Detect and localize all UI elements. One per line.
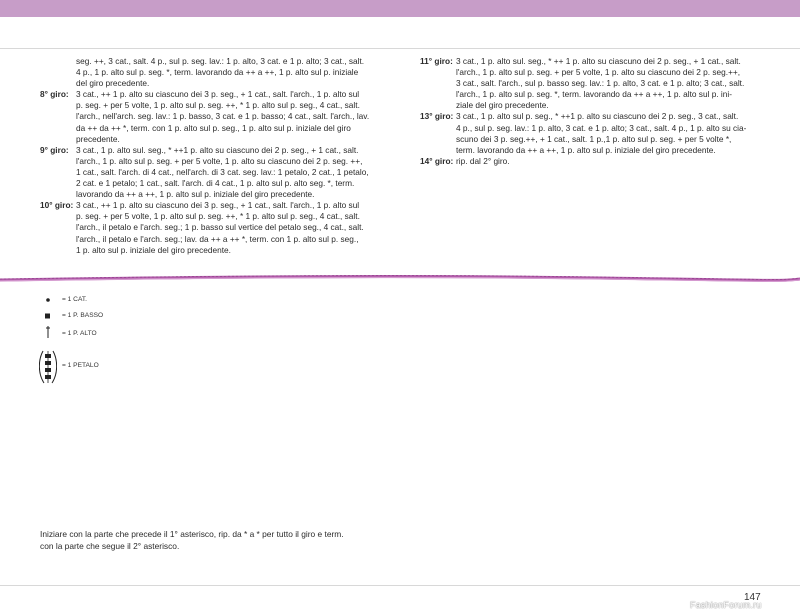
legend-label: = 1 CAT. (62, 296, 87, 303)
instruction-text (76, 89, 384, 144)
text-line: p. seg. + per 5 volte, 1 p. alto sul p. seg. ++, * 1 p. alto sul p. seg., 4 cat., salt. (76, 211, 360, 222)
instruction-paragraph (40, 200, 384, 255)
text-line: l'arch., 1 p. alto sul p. seg. + per 5 volte, 1 p. alto su ciascuno dei 2 p. seg.++, (456, 67, 741, 78)
round-label: 10° giro: (40, 200, 74, 211)
instruction-text (76, 145, 384, 200)
text-line: lavorando da ++ a ++, 1 p. alto sul p. iniziale del giro precedente. (76, 189, 315, 200)
round-label: 8° giro: (40, 89, 69, 100)
text-line: l'arch., 1 p. alto sul p. seg. *, term. lavorando da ++ a ++, 1 p. alto sul p. ini- (456, 89, 732, 100)
watermark-text: FashionForum.ru (690, 600, 762, 610)
legend-label: = 1 P. ALTO (62, 330, 97, 337)
round-label: 14° giro: (420, 155, 454, 166)
instruction-text (76, 200, 384, 255)
text-line: da ++ da ++ *, term. con 1 p. alto sul p. seg., 1 p. alto sul p. iniziale del giro (76, 122, 351, 133)
text-line: 3 cat., 1 p. alto sul p. seg., * ++1 p. alto su ciascuno dei 2 p. seg., 3 cat., salt. (456, 111, 739, 122)
text-line: seg. ++, 3 cat., salt. 4 p., sul p. seg. lav.: 1 p. alto, 3 cat. e 1 p. alto; 3 cat., salt. (76, 56, 365, 66)
dagger-icon (42, 325, 54, 341)
round-label: 11° giro: (420, 56, 453, 66)
footer-rule (0, 585, 800, 586)
text-line: 4 p., 1 p. alto sul p. seg. *, term. lavorando da ++ a ++, 1 p. alto sul p. iniziale (76, 67, 359, 78)
instruction-text (456, 111, 765, 155)
text-line: 3 cat., salt. l'arch., sul p. basso seg. lav.: 1 p. alto, 3 cat. e 1 p. alto; 3 cat., salt. (456, 78, 745, 89)
instruction-paragraph (40, 89, 384, 144)
text-line: l'arch., il petalo e l'arch. seg.; 1 p. basso sul vertice del petalo seg., 4 cat., salt. (76, 222, 364, 233)
legend-label: = 1 P. BASSO (62, 312, 104, 319)
note-line: Iniziare con la parte che precede il 1° asterisco, rip. da * a * per tutto il giro e term. (40, 529, 344, 539)
text-line: p. seg. + per 5 volte, 1 p. alto sul p. seg. ++, * 1 p. alto sul p. seg., 4 cat., salt. (76, 100, 360, 111)
left-text-column (40, 56, 384, 256)
text-line: 4 p., sul p. seg. lav.: 1 p. alto, 3 cat. e 1 p. alto; 3 cat., salt. 4 p., 1 p. alto su cia- (456, 122, 747, 133)
text-line: del giro precedente. (76, 78, 150, 89)
text-line: 3 cat., ++ 1 p. alto su ciascuno dei 3 p. seg., + 1 cat., salt. l'arch., 1 p. alto sul (76, 89, 360, 100)
right-text-column (420, 56, 765, 167)
text-line: precedente. (76, 133, 120, 144)
header-band (0, 0, 800, 17)
instruction-paragraph (40, 145, 384, 200)
instruction-note (40, 529, 400, 552)
text-line: l'arch., nell'arch. seg. lav.: 1 p. basso, 3 cat. e 1 p. basso; 4 cat., salt. l'arch., lav. (76, 111, 370, 122)
instruction-text (76, 56, 384, 89)
text-line: term. lavorando da ++ a ++, 1 p. alto sul p. iniziale del giro precedente. (456, 144, 716, 155)
yarn-divider (0, 272, 800, 288)
text-line: 2 cat. e 1 petalo; 1 cat., salt. l'arch. di 4 cat., 1 p. alto sul p. alto seg. *, term. (76, 178, 355, 189)
note-line: con la parte che segue il 2° asterisco. (40, 540, 180, 551)
petal-icon (38, 350, 58, 386)
instruction-paragraph (420, 56, 765, 111)
dot-icon (42, 296, 54, 306)
instruction-paragraph (40, 56, 384, 89)
header-rule (0, 48, 800, 49)
text-line: rip. dal 2° giro. (456, 155, 510, 166)
round-label: 13° giro: (420, 111, 454, 122)
text-line: 3 cat., 1 p. alto sul. seg., * ++ 1 p. alto su ciascuno dei 2 p. seg., + 1 cat., salt. (456, 56, 741, 66)
text-line: l'arch., il petalo e l'arch. seg.; lav. da ++ a ++ *, term. con 1 p. alto sul p. seg., (76, 233, 359, 244)
text-line: 3 cat., ++ 1 p. alto su ciascuno dei 3 p. seg., + 1 cat., salt. l'arch., 1 p. alto sul (76, 200, 360, 211)
text-line: scuno dei 3 p. seg.++, + 1 cat., salt. 1 p.,1 p. alto sul p. seg. + per 5 volte *, (456, 133, 732, 144)
text-line: 3 cat., 1 p. alto sul. seg., * ++1 p. alto su ciascuno dei 2 p. seg., + 1 cat., salt. (76, 144, 359, 155)
text-line: 1 p. alto sul p. iniziale del giro precedente. (76, 244, 231, 255)
text-line: l'arch., 1 p. alto sul p. seg. + per 5 volte, 1 p. alto su ciascuno dei 2 p. seg. ++, (76, 155, 363, 166)
instruction-paragraph (420, 156, 765, 167)
instruction-text (456, 156, 765, 167)
instruction-paragraph (420, 111, 765, 155)
page-number: 147 (744, 592, 761, 603)
legend-label: = 1 PETALO (62, 362, 99, 369)
text-line: 1 cat., salt. l'arch. di 4 cat., nell'arch. di 3 cat. seg. lav.: 1 petalo, 2 cat., 1 petalo, (76, 166, 369, 177)
round-label: 9° giro: (40, 144, 69, 155)
square-icon (42, 312, 54, 322)
instruction-text (456, 56, 765, 111)
text-line: ziale del giro precedente. (456, 100, 549, 111)
